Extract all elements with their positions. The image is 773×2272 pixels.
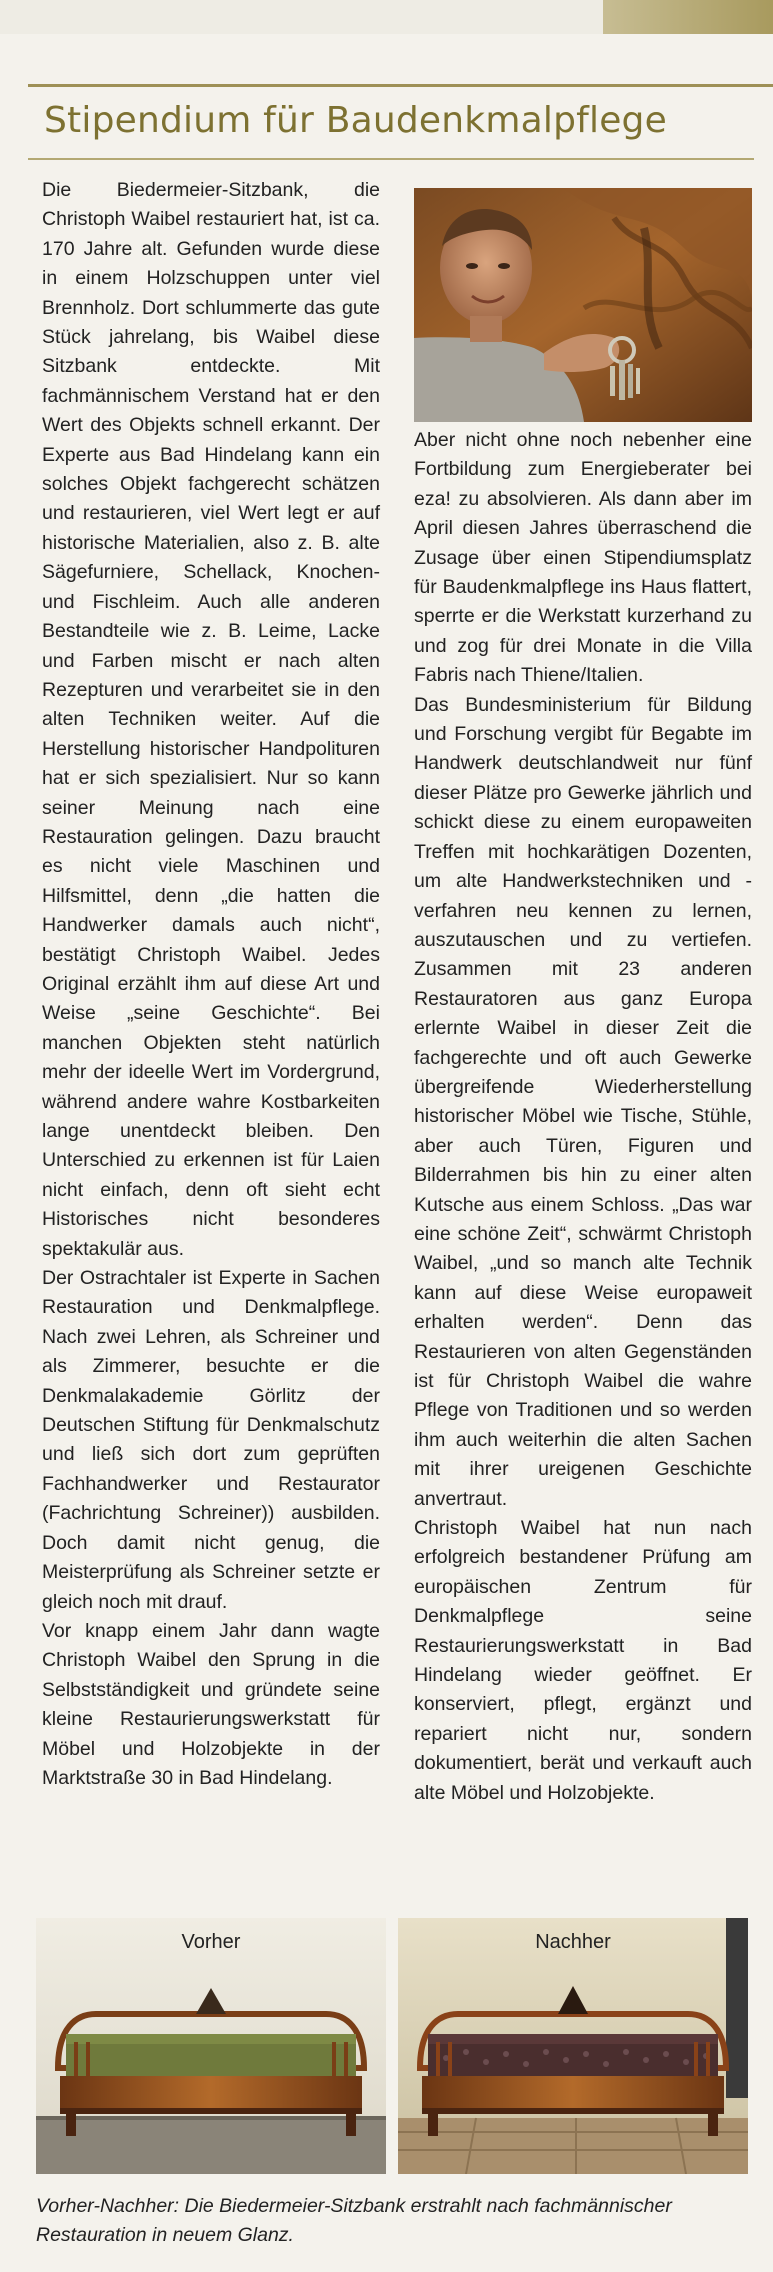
after-label: Nachher — [535, 1931, 611, 1953]
top-rule — [28, 84, 773, 87]
left-paragraph-2: Der Ostrachtaler ist Experte in Sachen Restauration und Denkmalpflege. Nach zwei Lehren, als Schreiner und als Zimmerer, besuchte er die Denkmalakademie Görlitz der Deutschen Stiftung für Denkmalschutz und ließ sich dort zum geprüften Fachhandwerker und Restaurator (Fachrichtung Schreiner)) ausbilden. Doch damit nicht genug, die Meisterprüfung als Schreiner setzte er gleich noch mit drauf. — [42, 1267, 380, 1613]
page-header-strip — [0, 0, 773, 34]
before-after-photo — [36, 1918, 748, 2174]
before-after-illustration — [36, 1918, 748, 2174]
right-paragraph-2: Das Bundesministerium für Bildung und Forschung vergibt für Begabte im Handwerk deutschlandweit nur fünf dieser Plätze pro Gewerke jährlich und schickt diese zu einem europaweiten Treffen mit hochkarätigen Dozenten, um alte Handwerkstechniken und -verfahren neu kennen zu lernen, auszutauschen und zu vertiefen. Zusammen mit 23 anderen Restauratoren aus ganz Europa erlernte Waibel in dieser Zeit die fachgerechte und oft auch Gewerke übergreifende Wiederherstellung historischer Möbel wie Tische, Stühle, aber auch Türen, Figuren und Bilderrahmen bis hin zu einer alten Kutsche aus einem Schloss. „Das war eine schöne Zeit“, schwärmt Christoph Waibel, „und so manch alte Technik kann auf diese Weise europaweit erhalten werden“. Denn das Restaurieren von alten Gegenständen ist für Christoph Waibel die wahre Pflege von Traditionen und so werden ihm auch weiterhin die alten Sachen mit ihrer ureigenen Geschichte anvertraut. — [414, 693, 752, 1510]
title-rule — [28, 158, 754, 160]
header-accent-block — [603, 0, 773, 34]
right-paragraph-3: Christoph Waibel hat nun nach erfolgreich bestandener Prüfung am europäischen Zentrum für Denkmalpflege seine Restaurierungswerkstatt in Bad Hindelang wieder geöffnet. Er konserviert, pflegt, ergänzt und repariert nicht nur, sondern dokumentiert, berät und verkauft auch alte Möbel und Holzobjekte. — [414, 1517, 752, 1804]
left-column — [42, 176, 380, 1793]
portrait-illustration — [414, 188, 752, 422]
left-paragraph-1: Die Biedermeier-Sitzbank, die Christoph Waibel restauriert hat, ist ca. 170 Jahre alt. Gefunden wurde diese in einem Holzschuppen unter viel Brennholz. Dort schlummerte das gute Stück jahrelang, bis Waibel diese Sitzbank entdeckte. Mit fachmännischem Verstand hat er den Wert des Objekts schnell erkannt. Der Experte aus Bad Hindelang kann ein solches Objekt fachgerecht schätzen und restaurieren, viel Wert legt er auf historische Materialien, also z. B. alte Sägefurniere, Schellack, Knochen- und Fischleim. Auch alle anderen Bestandteile wie z. B. Leime, Lacke und Farben mischt er nach alten Rezepturen und verarbeitet sie in den alten Techniken weiter. Auf die Herstellung historischer Handpolituren hat er sich spezialisiert. Nur so kann seiner Meinung nach eine Restauration gelingen. Dazu braucht es nicht viele Maschinen und Hilfsmittel, denn „die hatten die Handwerker damals auch nicht“, bestätigt Christoph Waibel. Jedes Original erzählt ihm auf diese Art und Weise „seine Geschichte“. Bei manchen Objekten steht natürlich mehr der ideelle Wert im Vordergrund, während andere wahre Kostbarkeiten lange unentdeckt bleiben. Den Unterschied zu erkennen ist für Laien nicht einfach, denn oft sieht echt Historisches nicht besonderes spektakulär aus. — [42, 179, 380, 1260]
portrait-photo — [414, 188, 752, 422]
left-paragraph-3: Vor knapp einem Jahr dann wagte Christoph Waibel den Sprung in die Selbstständigkeit und gründete seine kleine Restaurierungswerkstatt für Möbel und Holzobjekte in der Marktstraße 30 in Bad Hindelang. — [42, 1619, 380, 1789]
right-column — [414, 426, 752, 1808]
right-paragraph-1: Aber nicht ohne noch nebenher eine Fortbildung zum Energieberater bei eza! zu absolvieren. Als dann aber im April diesen Jahres überraschend die Zusage über einen Stipendiumsplatz für Baudenkmalpflege ins Haus flattert, sperrte er die Werkstatt kurzerhand zu und zog für drei Monate in die Villa Fabris nach Thiene/Italien. — [414, 429, 752, 687]
before-label: Vorher — [181, 1931, 241, 1953]
photo-caption: Vorher-Nachher: Die Biedermeier-Sitzbank erstrahlt nach fachmännischer Restauration in neuem Glanz. — [36, 2195, 672, 2246]
article-title: Stipendium für Baudenkmalpflege — [44, 100, 667, 141]
